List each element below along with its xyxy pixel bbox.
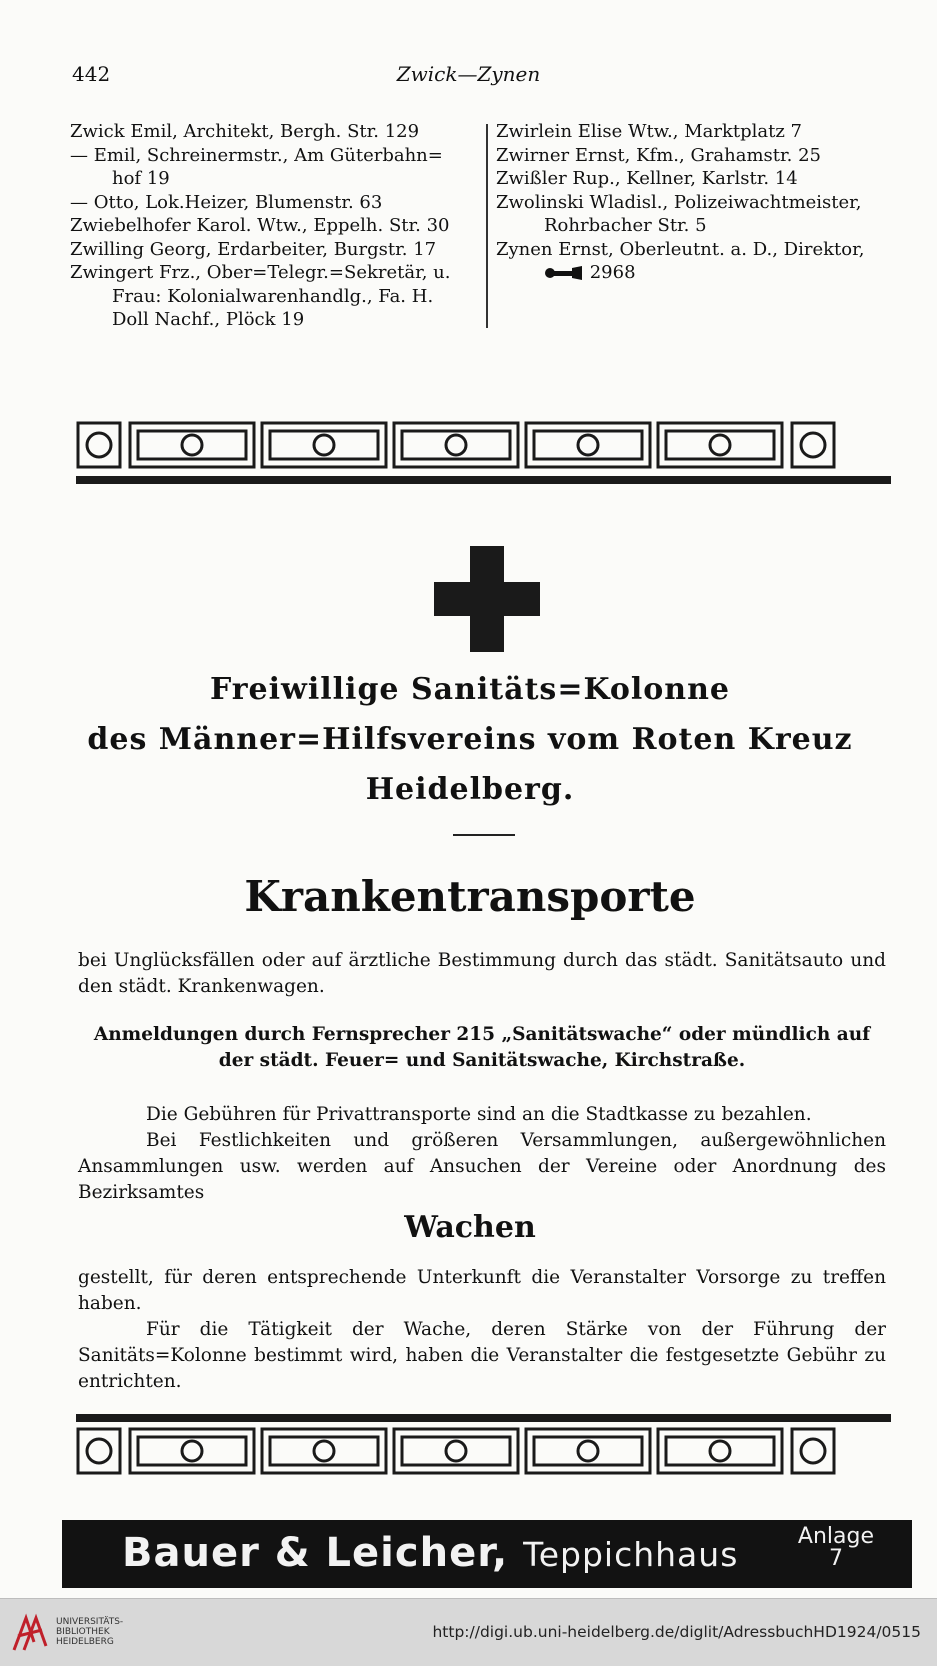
phone-number: 2968 — [589, 262, 636, 283]
anlage-word: Anlage — [797, 1524, 874, 1549]
advertisement-text — [122, 1530, 738, 1576]
paragraph: gestellt, für deren entsprechende Unterkunft die Veranstalter Vorsorge zu treffen haben. — [78, 1267, 886, 1314]
ornamental-border-top — [76, 420, 891, 486]
anlage-label — [798, 1526, 874, 1570]
directory-entry: Zynen Ernst, Oberleutnt. a. D., Direktor, — [496, 238, 865, 260]
directory-entry: — Emil, Schreinermstr., Am Güterbahn= — [70, 144, 443, 166]
directory-entry: — Otto, Lok.Heizer, Blumenstr. 63 — [70, 191, 383, 213]
viewer-footer — [0, 1598, 937, 1666]
directory-entry: Frau: Kolonialwarenhandlg., Fa. H. — [112, 285, 434, 307]
divider — [453, 834, 515, 836]
border-bar — [76, 1414, 891, 1422]
telephone-icon — [544, 266, 584, 280]
ornament-frieze — [76, 420, 891, 472]
ornamental-border-bottom — [76, 1414, 891, 1480]
paragraph: Die Gebühren für Privattransporte sind an die Stadtkasse zu bezahlen. — [146, 1104, 812, 1125]
directory-left-column — [70, 120, 480, 332]
directory-entry: Zwirner Ernst, Kfm., Grahamstr. 25 — [496, 144, 821, 166]
page-header — [72, 62, 865, 92]
library-name: UNIVERSITÄTS- BIBLIOTHEK HEIDELBERG — [56, 1617, 124, 1647]
border-bar — [76, 476, 891, 484]
directory-entry: Zwilling Georg, Erdarbeiter, Burgstr. 17 — [70, 238, 437, 260]
advertiser-trade: Teppichhaus — [523, 1535, 739, 1574]
directory-entry: Zwolinski Wladisl., Polizeiwachtmeister, — [496, 191, 862, 213]
directory-entry: Zwirlein Elise Wtw., Marktplatz 7 — [496, 121, 802, 142]
directory-entry: Zwißler Rup., Kellner, Karlstr. 14 — [496, 168, 798, 189]
page-number: 442 — [72, 62, 111, 86]
heading-krankentransporte: Krankentransporte — [244, 872, 696, 921]
anlage-number: 7 — [828, 1546, 843, 1571]
paragraph: bei Unglücksfällen oder auf ärztliche Bestimmung durch das städt. Sanitätsauto und den städt. Krankenwagen. — [78, 950, 886, 997]
directory-right-column — [496, 120, 881, 285]
directory-entry: hof 19 — [112, 168, 170, 189]
red-cross-emblem — [434, 546, 540, 652]
permalink-url[interactable]: http://digi.ub.uni-heidelberg.de/diglit/AdressbuchHD1924/0515 — [432, 1623, 921, 1641]
column-divider — [486, 124, 488, 328]
directory-entry: Doll Nachf., Plöck 19 — [112, 309, 305, 330]
paragraph-bold: Anmeldungen durch Fernsprecher 215 „Sanitätswache“ oder mündlich auf der städt. Feuer= und Sanitätswache, Kirchstraße. — [93, 1024, 871, 1071]
title-line-1: Freiwillige Sanitäts=Kolonne — [209, 672, 730, 707]
title-line-2: des Männer=Hilfsvereins vom Roten Kreuz — [87, 722, 853, 757]
title-line-3: Heidelberg. — [365, 772, 575, 807]
directory-columns — [70, 120, 880, 330]
directory-entry: Zwiebelhofer Karol. Wtw., Eppelh. Str. 30 — [70, 215, 450, 236]
paragraph: Für die Tätigkeit der Wache, deren Stärke von der Führung der Sanitäts=Kolonne bestimmt wird, haben die Veranstalter die festgesetzte Gebühr zu entrichten. — [78, 1319, 886, 1392]
advertiser-name: Bauer & Leicher, — [122, 1530, 509, 1576]
directory-entry: Zwick Emil, Architekt, Bergh. Str. 129 — [70, 121, 420, 142]
directory-entry — [496, 261, 881, 285]
university-logo-icon[interactable] — [10, 1612, 52, 1654]
paragraph: Bei Festlichkeiten und größeren Versammlungen, außergewöhnlichen Ansammlungen usw. werden auf Ansuchen der Vereine oder Anordnung des Bezirksamtes — [78, 1130, 886, 1203]
directory-entry: Rohrbacher Str. 5 — [544, 215, 707, 236]
ornament-frieze — [76, 1426, 891, 1480]
directory-entry: Zwingert Frz., Ober=Telegr.=Sekretär, u. — [70, 262, 451, 283]
advertisement-banner — [62, 1520, 912, 1588]
heading-wachen: Wachen — [404, 1210, 536, 1245]
running-title: Zwick—Zynen — [396, 62, 541, 86]
